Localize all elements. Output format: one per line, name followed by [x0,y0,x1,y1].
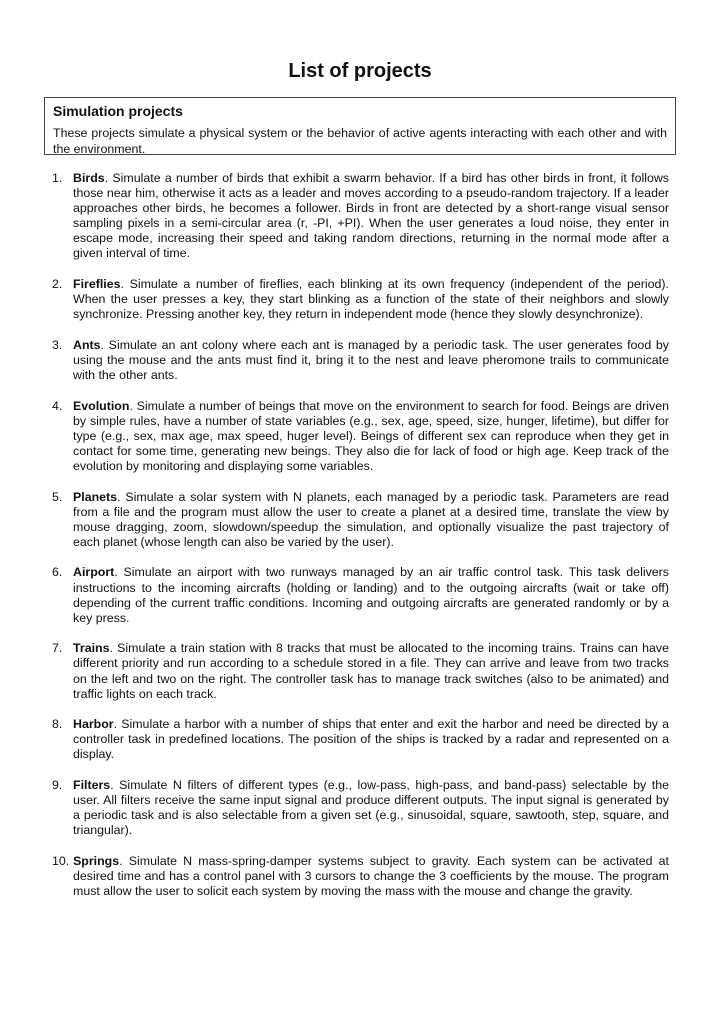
project-item [52,854,669,899]
project-item [52,490,669,550]
project-description: . Simulate a number of fireflies, each blinking at its own frequency (independent of the period). When the user presses a key, they start blinking as a function of the state of their neighbors and slowly synchronize. Pressing another key, they return in independent mode (hence they slowly desynchronize). [73,277,669,322]
project-item [52,277,669,322]
project-item [52,338,669,383]
project-description: . Simulate N mass-spring-damper systems subject to gravity. Each system can be activated at desired time and has a control panel with 3 cursors to change the 3 coefficients by the mouse. The program must allow the user to solicit each system by moving the mass with the mouse and change the gravity. [73,853,669,899]
project-list [52,171,669,899]
project-number: 8. [52,717,63,732]
project-number: 4. [52,398,63,413]
page-title: List of projects [288,60,432,82]
project-description: . Simulate a train station with 8 tracks that must be allocated to the incoming trains. Trains can have different priority and run according to a schedule stored in a file. They can arrive and leave from two tracks on the left and two on the right. The controller task has to manage track switches (also to be animated) and traffic lights on each track. [73,641,669,701]
project-item [52,717,669,762]
project-item [52,778,669,838]
project-name: Trains [73,641,110,656]
project-item [52,565,669,625]
project-number: 7. [52,641,63,656]
project-number: 3. [52,337,63,352]
section-description: These projects simulate a physical system or the behavior of active agents interacting with each other and with the environment. [53,126,667,156]
project-item [52,171,669,262]
project-item [52,641,669,701]
project-name: Filters [73,778,111,792]
project-description: . Simulate a number of birds that exhibit a swarm behavior. If a bird has other birds in front, it follows those near him, otherwise it acts as a leader and moves according to a pseudo-random trajectory. If a leader approaches other birds, he becomes a follower. Birds in front are detected by a short-range visual sensor sampling pixels in a semi-circular area (r, -PI, +PI). When the user generates a loud noise, they enter in escape mode, increasing their speed and taking random directions, returning in the normal mode after a given interval of time. [73,171,669,261]
project-name: Birds [73,171,105,185]
project-name: Planets [73,489,118,504]
project-description: . Simulate a number of beings that move on the environment to search for food. Beings are driven by simple rules, have a number of state variables (e.g., sex, age, speed, size, hunger, lifetime), but differ for type (e.g., sex, max age, max speed, huger level). Beings of different sex can reproduce when they get in contact for some time, generating new beings. They also die for lack of food or high age. Keep track of the evolution by monitoring and displaying some variables. [73,398,669,473]
project-name: Harbor [73,717,114,732]
project-name: Fireflies [73,277,121,292]
project-description: . Simulate an ant colony where each ant is managed by a periodic task. The user generates food by using the mouse and the ants must find it, bring it to the nest and leave pheromone trails to communicate with the other ants. [73,337,669,383]
project-number: 6. [52,565,63,580]
project-description: . Simulate a solar system with N planets, each managed by a periodic task. Parameters are read from a file and the program must allow the user to create a planet at a desired time, translate the view by mouse dragging, zoom, slowdown/speedup the simulation, and optionally visualize the past trajectory of each planet (whose length can also be varied by the user). [73,489,669,549]
project-description: . Simulate N filters of different types (e.g., low-pass, high-pass, and band-pass) selectable by the user. All filters receive the same input signal and produce different outputs. The input signal is generated by a periodic task and is also selectable from a given set (e.g., sinusoidal, square, sawtooth, step, square, and triangular). [73,778,669,838]
project-name: Evolution [73,398,130,413]
project-name: Airport [73,565,115,580]
section-box [44,97,676,155]
project-description: . Simulate a harbor with a number of ships that enter and exit the harbor and need be directed by a controller task in predefined locations. The position of the ships is tracked by a radar and represented on a display. [73,717,669,762]
project-number: 5. [52,489,63,504]
project-number: 10. [52,853,70,868]
project-number: 2. [52,277,63,292]
project-number: 9. [52,778,63,792]
project-item [52,399,669,474]
project-name: Ants [73,337,101,352]
project-number: 1. [52,171,63,185]
project-name: Springs [73,853,120,868]
project-description: . Simulate an airport with two runways managed by an air traffic control task. This task delivers instructions to the incoming aircrafts (holding or landing) and to the outgoing aircrafts (wait or take off) depending of the current traffic conditions. Incoming and outgoing aircrafts are generated randomly or by a key press. [73,565,669,625]
section-heading: Simulation projects [53,103,183,119]
